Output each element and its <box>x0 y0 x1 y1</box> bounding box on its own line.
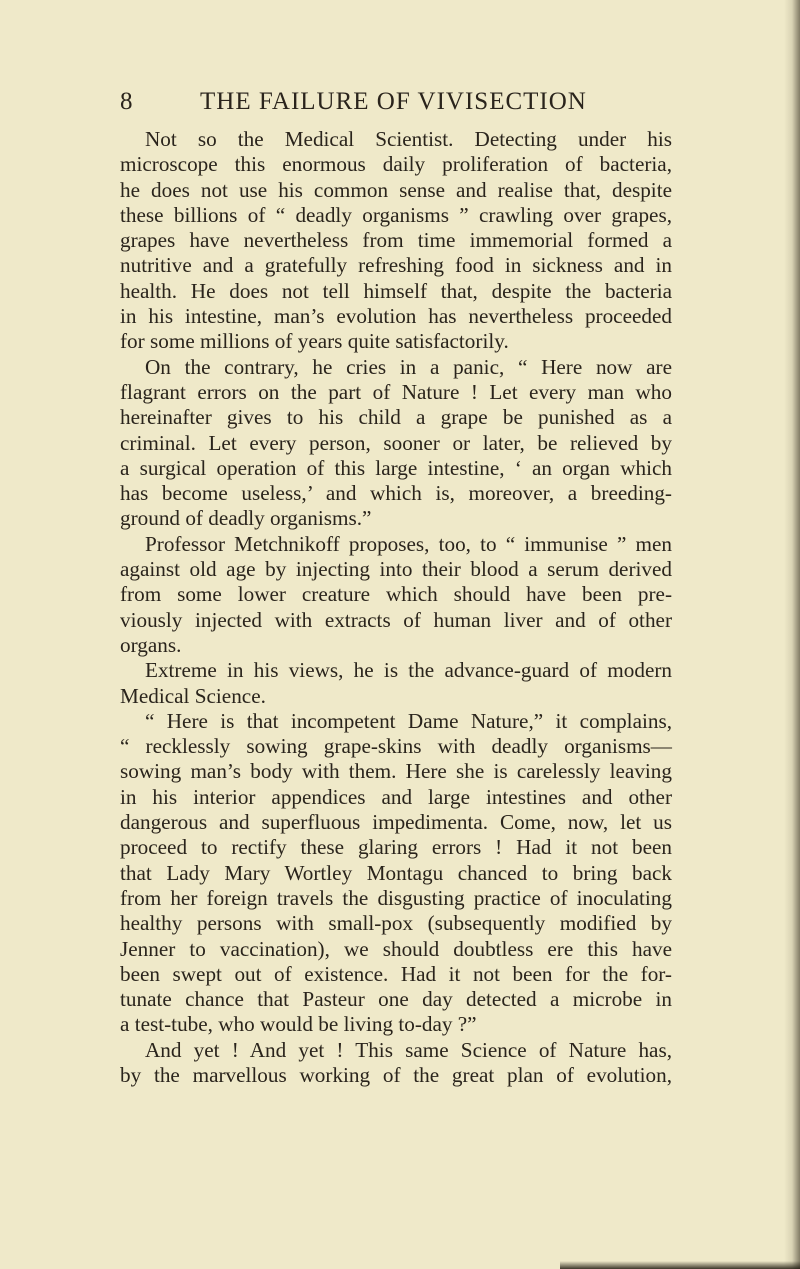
text-line: microscope this enormous daily proliferation of bacteria, <box>120 152 672 177</box>
body-text <box>120 127 672 1088</box>
text-line: in his interior appendices and large intestines and other <box>120 784 672 809</box>
page-header <box>120 88 680 124</box>
text-line: from her foreign travels the disgusting practice of inoculating <box>120 885 672 910</box>
text-line: nutritive and a gratefully refreshing food in sickness and in <box>120 253 672 278</box>
text-line: Medical Science. <box>120 683 266 708</box>
text-line: proceed to rectify these glaring errors ! Had it not been <box>120 835 672 860</box>
text-line: health. He does not tell himself that, despite the bacteria <box>120 278 672 303</box>
text-line: for some millions of years quite satisfactorily. <box>120 329 509 354</box>
text-line: been swept out of existence. Had it not been for the for- <box>120 961 672 986</box>
text-line: “ recklessly sowing grape-skins with deadly organisms— <box>120 734 672 759</box>
text-line: he does not use his common sense and realise that, despite <box>120 177 672 202</box>
text-line: tunate chance that Pasteur one day detected a microbe in <box>120 987 672 1012</box>
text-line: from some lower creature which should have been pre- <box>120 582 672 607</box>
text-line: a test-tube, who would be living to-day ?” <box>120 1012 477 1037</box>
text-line: by the marvellous working of the great plan of evolution, <box>120 1062 672 1087</box>
text-line: organs. <box>120 632 182 657</box>
text-line: “ Here is that incompetent Dame Nature,” it complains, <box>145 708 672 733</box>
text-line: a surgical operation of this large intestine, ‘ an organ which <box>120 455 672 480</box>
text-line: that Lady Mary Wortley Montagu chanced to bring back <box>120 860 672 885</box>
text-line: healthy persons with small-pox (subsequently modified by <box>120 911 672 936</box>
text-line: Extreme in his views, he is the advance-guard of modern <box>145 658 672 683</box>
text-line: dangerous and superfluous impedimenta. Come, now, let us <box>120 810 672 835</box>
text-line: criminal. Let every person, sooner or later, be relieved by <box>120 430 672 455</box>
text-line: hereinafter gives to his child a grape be punished as a <box>120 405 672 430</box>
text-line: against old age by injecting into their blood a serum derived <box>120 557 672 582</box>
page-number: 8 <box>120 88 134 115</box>
text-line: these billions of “ deadly organisms ” crawling over grapes, <box>120 202 672 227</box>
text-line: in his intestine, man’s evolution has nevertheless proceeded <box>120 304 672 329</box>
text-line: grapes have nevertheless from time immemorial formed a <box>120 228 672 253</box>
text-line: Professor Metchnikoff proposes, too, to “ immunise ” men <box>145 531 672 556</box>
page-bottom-edge <box>560 1261 800 1269</box>
page-edge-shadow <box>784 0 800 1269</box>
text-line: Not so the Medical Scientist. Detecting under his <box>145 127 672 151</box>
running-title: THE FAILURE OF VIVISECTION <box>200 88 587 115</box>
text-line: flagrant errors on the part of Nature ! Let every man who <box>120 379 672 404</box>
text-line: viously injected with extracts of human liver and of other <box>120 607 672 632</box>
text-line: And yet ! And yet ! This same Science of Nature has, <box>145 1037 672 1062</box>
text-line: sowing man’s body with them. Here she is carelessly leaving <box>120 759 672 784</box>
text-line: ground of deadly organisms.” <box>120 506 372 531</box>
text-line: has become useless,’ and which is, moreover, a breeding- <box>120 481 672 506</box>
text-line: Jenner to vaccination), we should doubtless ere this have <box>120 936 672 961</box>
text-line: On the contrary, he cries in a panic, “ Here now are <box>145 354 672 379</box>
